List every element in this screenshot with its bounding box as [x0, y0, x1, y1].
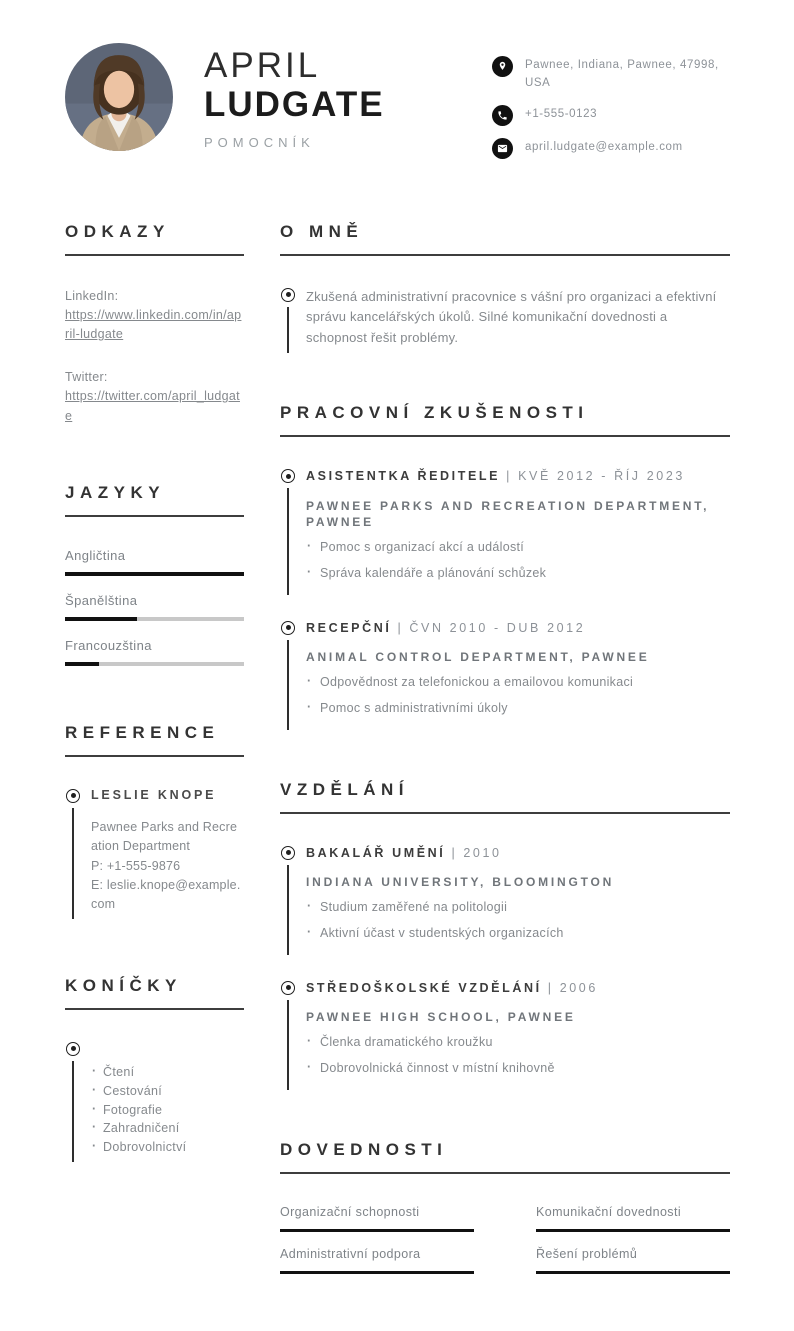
skill-underline-bar	[280, 1271, 474, 1274]
job-title: POMOCNÍK	[204, 135, 315, 151]
education-body	[306, 845, 730, 955]
title-date-separator: |	[451, 845, 458, 860]
location-pin-icon	[492, 56, 513, 77]
rail-line	[287, 488, 289, 595]
experience-company: PAWNEE PARKS AND RECREATION DEPARTMENT, PAWNEE	[306, 498, 710, 530]
hobby-item: · Čtení	[91, 1064, 244, 1081]
skills-heading: DOVEDNOSTI	[280, 1140, 730, 1174]
experience-company: ANIMAL CONTROL DEPARTMENT, PAWNEE	[306, 650, 650, 665]
skill-name: Řešení problémů	[536, 1247, 638, 1261]
rail-line	[287, 640, 289, 730]
rail-line	[287, 865, 289, 955]
name-block	[204, 43, 385, 150]
circle-dot-bullet-icon	[281, 288, 295, 302]
education-school: INDIANA UNIVERSITY, BLOOMINGTON	[306, 875, 615, 890]
languages-heading: JAZYKY	[65, 483, 244, 517]
about-body	[306, 287, 730, 353]
hobby-item: · Zahradničení	[91, 1120, 244, 1137]
section-experience	[280, 403, 730, 730]
circle-dot-bullet-icon	[66, 789, 80, 803]
education-title: BAKALÁŘ UMĚNÍ	[306, 845, 446, 860]
entry-rail	[280, 287, 296, 353]
experience-entry	[280, 468, 730, 595]
skill-underline-bar	[536, 1271, 730, 1274]
reference-body	[91, 788, 244, 919]
language-level-bar	[65, 617, 244, 621]
avatar	[65, 43, 173, 151]
education-title: STŘEDOŠKOLSKÉ VZDĚLÁNÍ	[306, 980, 542, 995]
skills-grid	[280, 1205, 730, 1274]
contact-email-row	[492, 139, 730, 159]
skill-underline-bar	[280, 1229, 474, 1232]
experience-heading: PRACOVNÍ ZKUŠENOSTI	[280, 403, 730, 437]
skill-name: Komunikační dovednosti	[536, 1205, 681, 1219]
skill-name: Organizační schopnosti	[280, 1205, 420, 1219]
experience-bullet-list	[306, 539, 730, 582]
rail-line	[72, 808, 74, 919]
hobbies-heading: KONÍČKY	[65, 976, 244, 1010]
skill-item	[280, 1205, 474, 1232]
language-level-fill	[65, 662, 99, 666]
contact-phone: +1-555-0123	[525, 107, 598, 120]
reference-organization: Pawnee Parks and Recreation Department	[91, 819, 238, 854]
section-education	[280, 780, 730, 1090]
title-date-separator: |	[547, 980, 554, 995]
about-heading: O MNĚ	[280, 222, 730, 256]
link-label: LinkedIn:	[65, 288, 119, 303]
link-item-twitter	[65, 368, 244, 426]
skill-item	[280, 1247, 474, 1274]
entry-rail	[280, 845, 296, 955]
contact-email: april.ludgate@example.com	[525, 140, 683, 153]
contact-location: Pawnee, Indiana, Pawnee, 47998, USA	[525, 59, 719, 89]
avatar-illustration	[65, 43, 173, 151]
education-bullet: · Členka dramatického kroužku	[306, 1034, 730, 1051]
hobby-item: · Cestování	[91, 1083, 244, 1100]
experience-entry	[280, 620, 730, 730]
section-hobbies	[65, 976, 244, 1162]
education-bullet-list	[306, 899, 730, 942]
education-bullet: · Dobrovolnická činnost v místní knihovně	[306, 1060, 730, 1077]
education-heading: VZDĚLÁNÍ	[280, 780, 730, 814]
section-skills	[280, 1140, 730, 1274]
experience-title-row	[306, 620, 730, 638]
email-envelope-icon	[492, 138, 513, 159]
entry-rail	[65, 788, 81, 919]
skill-item	[536, 1247, 730, 1274]
section-reference	[65, 723, 244, 919]
experience-dates: ČVN 2010 - DUB 2012	[409, 620, 586, 635]
reference-phone: P: +1-555-9876	[91, 858, 181, 873]
rail-line	[287, 307, 289, 353]
contact-location-row	[492, 57, 730, 93]
experience-bullet: · Pomoc s organizací akcí a událostí	[306, 539, 730, 556]
experience-bullet: · Odpovědnost za telefonickou a emailovou komunikaci	[306, 674, 730, 691]
title-date-separator: |	[506, 469, 513, 484]
experience-bullet: · Správa kalendáře a plánování schůzek	[306, 565, 730, 582]
education-school: PAWNEE HIGH SCHOOL, PAWNEE	[306, 1010, 576, 1025]
experience-bullet-list	[306, 674, 730, 717]
experience-body	[306, 468, 730, 595]
education-body	[306, 980, 730, 1090]
education-title-row	[306, 845, 730, 863]
sidebar-column	[65, 222, 244, 1331]
title-date-separator: |	[397, 620, 404, 635]
reference-details	[91, 818, 244, 915]
language-level-fill	[65, 617, 137, 621]
education-bullet-list	[306, 1034, 730, 1077]
links-heading: ODKAZY	[65, 222, 244, 256]
about-entry	[280, 287, 730, 353]
experience-bullet: · Pomoc s administrativními úkoly	[306, 700, 730, 717]
main-columns	[65, 222, 730, 1331]
education-entry	[280, 980, 730, 1090]
last-name: LUDGATE	[204, 85, 385, 125]
link-item-linkedin	[65, 287, 244, 345]
experience-dates: KVĚ 2012 - ŘÍJ 2023	[518, 469, 685, 484]
contact-phone-row	[492, 106, 730, 126]
hobby-item: · Fotografie	[91, 1102, 244, 1119]
education-title-row	[306, 980, 730, 998]
education-dates: 2010	[463, 845, 502, 860]
entry-rail	[280, 620, 296, 730]
education-dates: 2006	[559, 980, 598, 995]
section-about	[280, 222, 730, 353]
contact-block	[492, 43, 730, 159]
language-level-fill	[65, 572, 244, 576]
language-level-bar	[65, 572, 244, 576]
reference-heading: REFERENCE	[65, 723, 244, 757]
hobbies-list	[91, 1041, 244, 1162]
language-name: Angličtina	[65, 547, 126, 563]
education-entry	[280, 845, 730, 955]
entry-rail	[280, 980, 296, 1090]
reference-email: E: leslie.knope@example.com	[91, 878, 241, 912]
link-label: Twitter:	[65, 369, 108, 384]
circle-dot-bullet-icon	[281, 621, 295, 635]
education-bullet: · Studium zaměřené na politologii	[306, 899, 730, 916]
circle-dot-bullet-icon	[281, 981, 295, 995]
circle-dot-bullet-icon	[66, 1042, 80, 1056]
linkedin-link[interactable]: https://www.linkedin.com/in/april-ludgate	[65, 308, 242, 342]
entry-rail	[280, 468, 296, 595]
twitter-link[interactable]: https://twitter.com/april_ludgate	[65, 389, 240, 423]
about-text: Zkušená administrativní pracovnice s vášní pro organizaci a efektivní správu kancelářských úkolů. Silné komunikační dovednosti a schopnost řešit problémy.	[306, 288, 717, 346]
language-item	[65, 593, 244, 621]
phone-icon	[492, 105, 513, 126]
education-bullet: · Aktivní účast v studentských organizacích	[306, 925, 730, 942]
section-languages	[65, 483, 244, 666]
hobby-item: · Dobrovolnictví	[91, 1139, 244, 1156]
experience-title-row	[306, 468, 730, 486]
skill-underline-bar	[536, 1229, 730, 1232]
circle-dot-bullet-icon	[281, 469, 295, 483]
rail-line	[72, 1061, 74, 1162]
skill-name: Administrativní podpora	[280, 1247, 421, 1261]
circle-dot-bullet-icon	[281, 846, 295, 860]
language-item	[65, 548, 244, 576]
content-column	[280, 222, 730, 1331]
language-level-bar	[65, 662, 244, 666]
experience-title: ASISTENTKA ŘEDITELE	[306, 469, 501, 484]
skill-item	[536, 1205, 730, 1232]
section-links	[65, 222, 244, 426]
entry-rail	[65, 1041, 81, 1162]
language-item	[65, 638, 244, 666]
reference-name: LESLIE KNOPE	[91, 787, 217, 802]
language-name: Španělština	[65, 592, 138, 608]
rail-line	[287, 1000, 289, 1090]
first-name: APRIL	[204, 46, 321, 85]
hobbies-entry	[65, 1041, 244, 1162]
experience-body	[306, 620, 730, 730]
header	[65, 43, 730, 159]
experience-title: RECEPČNÍ	[306, 620, 392, 635]
reference-entry	[65, 788, 244, 919]
language-name: Francouzština	[65, 637, 152, 653]
